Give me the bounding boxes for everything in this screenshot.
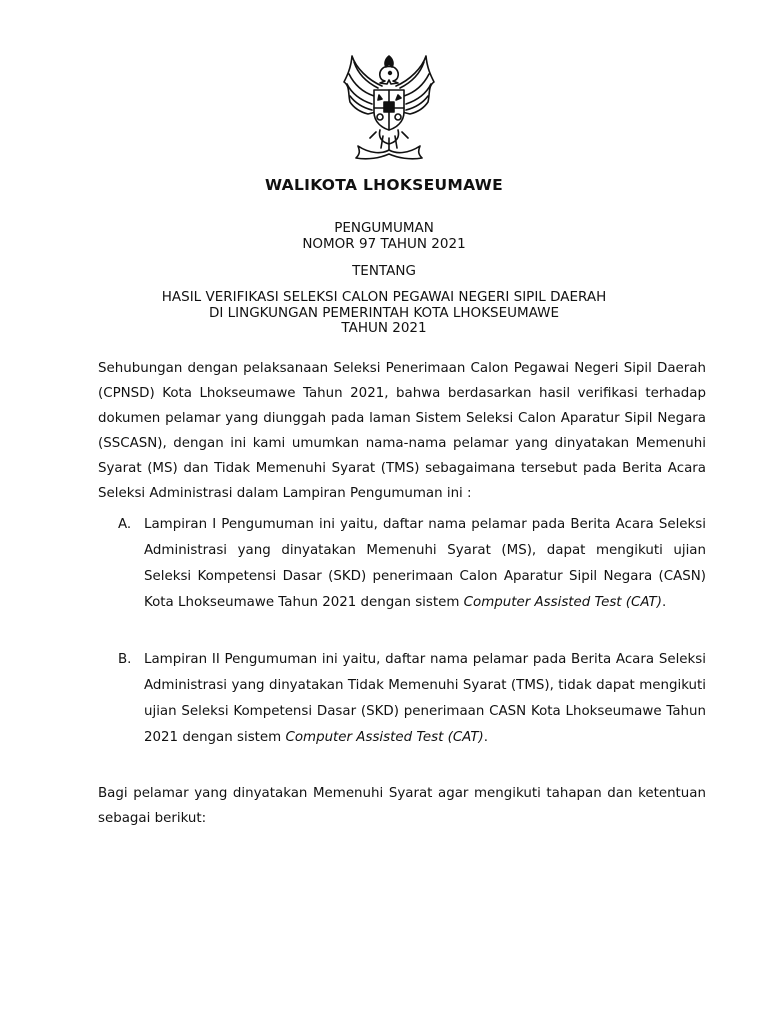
subject-line: HASIL VERIFIKASI SELEKSI CALON PEGAWAI NEGERI SIPIL DAERAH bbox=[161, 289, 607, 305]
list-marker: B. bbox=[118, 652, 132, 667]
list-marker: A. bbox=[118, 517, 132, 532]
subject-line: TAHUN 2021 bbox=[341, 320, 427, 336]
list-item bbox=[118, 647, 706, 751]
closing-paragraph: Bagi pelamar yang dinyatakan Memenuhi Syarat agar mengikuti tahapan dan ketentuan sebagai berikut: bbox=[98, 786, 706, 826]
about-label: TENTANG bbox=[352, 263, 416, 279]
document-number: NOMOR 97 TAHUN 2021 bbox=[302, 236, 466, 252]
intro-paragraph: Sehubungan dengan pelaksanaan Seleksi Penerimaan Calon Pegawai Negeri Sipil Daerah (CPNSD) Kota Lhokseumawe Tahun 2021, bahwa berdasarkan hasil verifikasi terhadap dokumen pelamar yang diunggah pada laman Sistem Seleksi Calon Aparatur Sipil Negara (SSCASN), dengan ini kami umumkan nama-nama pelamar yang dinyatakan Memenuhi Syarat (MS) dan Tidak Memenuhi Syarat (TMS) sebagaimana tersebut pada Berita Acara Seleksi Administrasi dalam Lampiran Pengumuman ini : bbox=[98, 361, 706, 501]
subject-heading bbox=[0, 290, 768, 337]
list-item-text: Lampiran I Pengumuman ini yaitu, daftar nama pelamar pada Berita Acara Seleksi Administrasi yang dinyatakan Memenuhi Syarat (MS), dapat mengikuti ujian Seleksi Kompetensi Dasar (SKD) penerimaan Calon Aparatur Sipil Negara (CASN) Kota Lhokseumawe Tahun 2021 dengan sistem Computer Assisted Test (CAT). bbox=[144, 517, 706, 610]
document-type: PENGUMUMAN bbox=[334, 220, 434, 236]
list-item-text: Lampiran II Pengumuman ini yaitu, daftar nama pelamar pada Berita Acara Seleksi Administrasi yang dinyatakan Tidak Memenuhi Syarat (TMS), tidak dapat mengikuti ujian Seleksi Kompetensi Dasar (SKD) penerimaan CASN Kota Lhokseumawe Tahun 2021 dengan sistem Computer Assisted Test (CAT). bbox=[144, 652, 706, 745]
list-item bbox=[118, 512, 706, 616]
emphasis-text: Computer Assisted Test (CAT) bbox=[463, 595, 662, 610]
issuer-title: WALIKOTA LHOKSEUMAWE bbox=[264, 176, 504, 194]
emphasis-text: Computer Assisted Test (CAT) bbox=[285, 730, 484, 745]
garuda-emblem-icon bbox=[338, 50, 440, 162]
subject-line: DI LINGKUNGAN PEMERINTAH KOTA LHOKSEUMAWE bbox=[208, 304, 560, 321]
